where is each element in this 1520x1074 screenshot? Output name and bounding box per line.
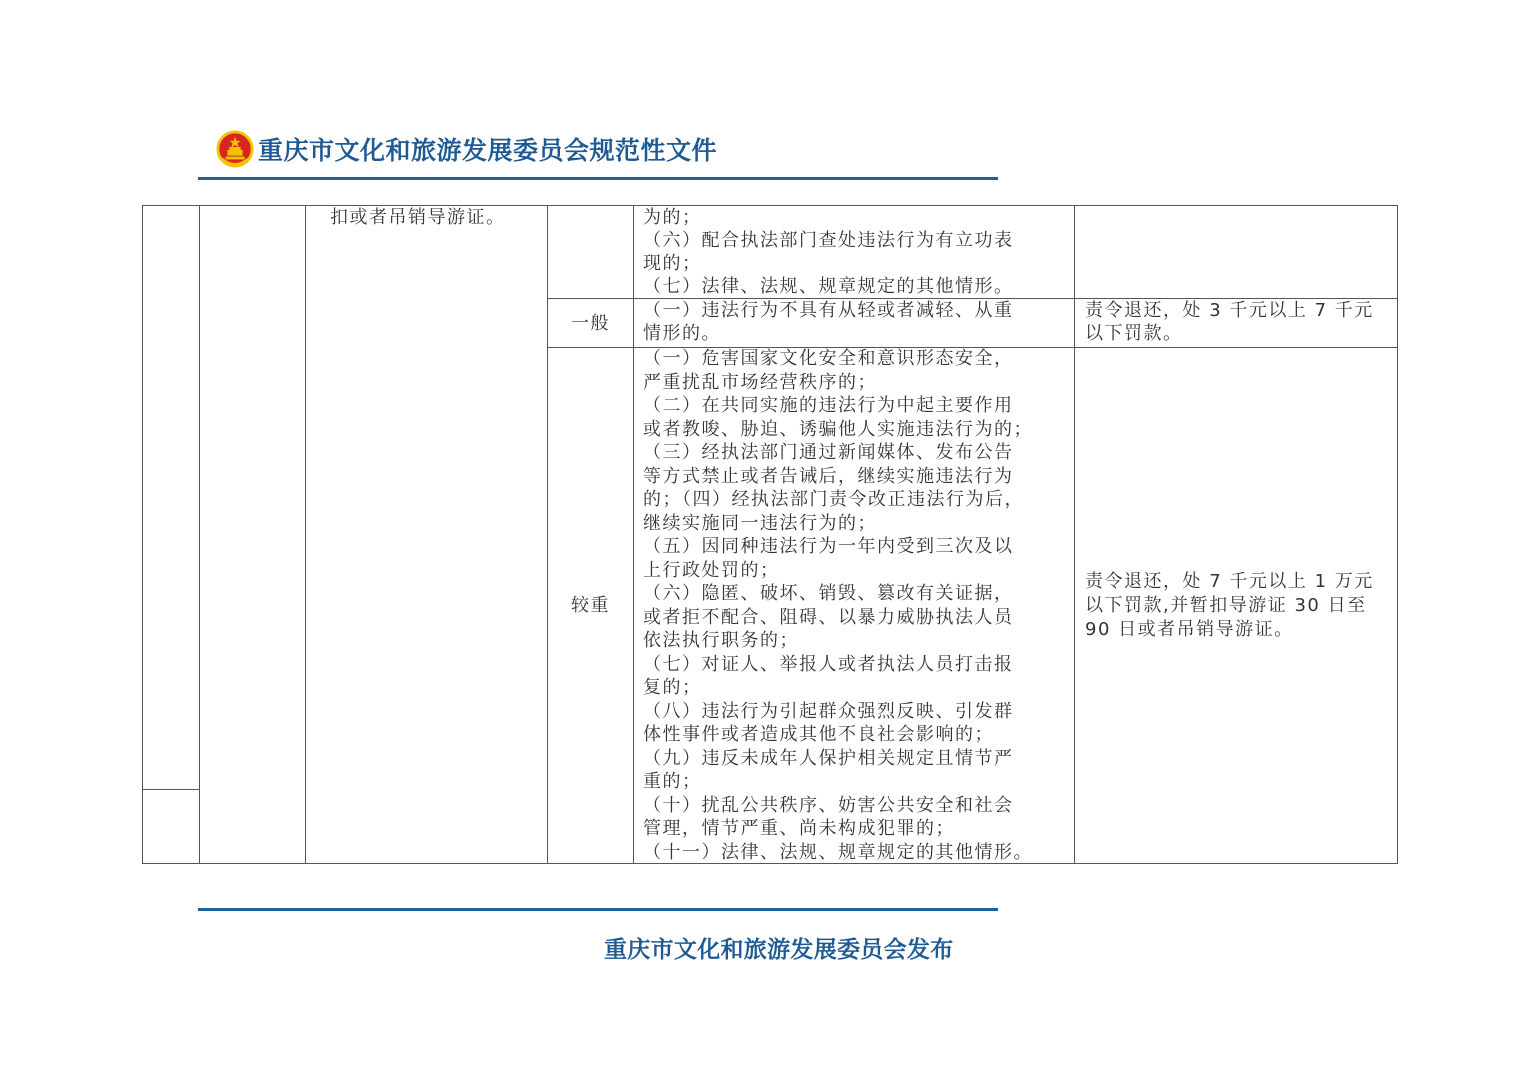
circumstance-line: 管理，情节严重、尚未构成犯罪的；: [643, 818, 955, 839]
table-border-right: [1397, 205, 1398, 864]
circumstance-line: 为的；: [643, 207, 702, 228]
page-title: 重庆市文化和旅游发展委员会规范性文件: [258, 136, 718, 165]
circumstance-line: （一）违法行为不具有从轻或者减轻、从重: [643, 300, 1014, 321]
circumstance-line: （五）因同种违法行为一年内受到三次及以: [643, 536, 1014, 557]
circumstance-line: 或者拒不配合、阻碍、以暴力威胁执法人员: [643, 606, 1014, 628]
footer-title: 重庆市文化和旅游发展委员会发布: [604, 936, 954, 963]
circumstance-line: 重的；: [643, 771, 702, 792]
circumstance-line: 或者教唆、胁迫、诱骗他人实施违法行为的；: [643, 418, 1033, 440]
column-divider: [199, 205, 200, 864]
column-divider: [547, 205, 548, 864]
circumstance-line: 体性事件或者造成其他不良社会影响的；: [643, 724, 994, 745]
penalty-line: 责令退还，处 7 千元以上 1 万元: [1085, 571, 1374, 592]
circumstance-line: （七）法律、法规、规章规定的其他情形。: [643, 276, 1014, 297]
penalty-line: 90 日或者吊销导游证。: [1085, 619, 1294, 640]
footer-divider: [198, 908, 998, 911]
circumstance-line: （八）违法行为引起群众强烈反映、引发群: [643, 700, 1014, 722]
circumstance-line: （六）隐匿、破坏、销毁、篡改有关证据，: [643, 583, 1014, 604]
circumstance-line: 现的；: [643, 253, 702, 274]
row-divider: [142, 789, 199, 790]
severity-level-general: 一般: [571, 313, 610, 334]
circumstance-line: 等方式禁止或者告诫后，继续实施违法行为: [643, 465, 1014, 487]
circumstance-line: （十一）法律、法规、规章规定的其他情形。: [643, 841, 1033, 863]
severity-level-serious: 较重: [571, 595, 610, 616]
circumstance-line: 情形的。: [643, 323, 721, 344]
penalty-line: 以下罚款,并暂扣导游证 30 日至: [1085, 595, 1367, 616]
penalty-line: 以下罚款。: [1085, 323, 1183, 344]
circumstance-line: 的；（四）经执法部门责令改正违法行为后，: [643, 489, 1024, 510]
circumstance-line: 继续实施同一违法行为的；: [643, 512, 877, 534]
circumstance-line: 复的；: [643, 677, 702, 698]
column-divider: [633, 205, 634, 864]
circumstance-line: （三）经执法部门通过新闻媒体、发布公告: [643, 442, 1014, 463]
penalty-type-cell: 扣或者吊销导游证。: [330, 207, 506, 228]
circumstance-line: 上行政处罚的；: [643, 559, 780, 581]
circumstance-line: 严重扰乱市场经营秩序的；: [643, 371, 877, 393]
column-divider: [305, 205, 306, 864]
circumstance-line: （二）在共同实施的违法行为中起主要作用: [643, 395, 1014, 416]
circumstance-line: （十）扰乱公共秩序、妨害公共安全和社会: [643, 794, 1014, 816]
circumstance-line: 依法执行职务的；: [643, 630, 799, 651]
penalty-line: 责令退还，处 3 千元以上 7 千元: [1085, 300, 1374, 321]
column-divider: [1074, 205, 1075, 864]
table-border-left: [142, 205, 143, 864]
circumstance-line: （六）配合执法部门查处违法行为有立功表: [643, 230, 1014, 251]
circumstance-line: （九）违反未成年人保护相关规定且情节严: [643, 747, 1014, 769]
circumstance-line: （七）对证人、举报人或者执法人员打击报: [643, 653, 1014, 675]
circumstance-line: （一）危害国家文化安全和意识形态安全，: [643, 348, 1014, 369]
